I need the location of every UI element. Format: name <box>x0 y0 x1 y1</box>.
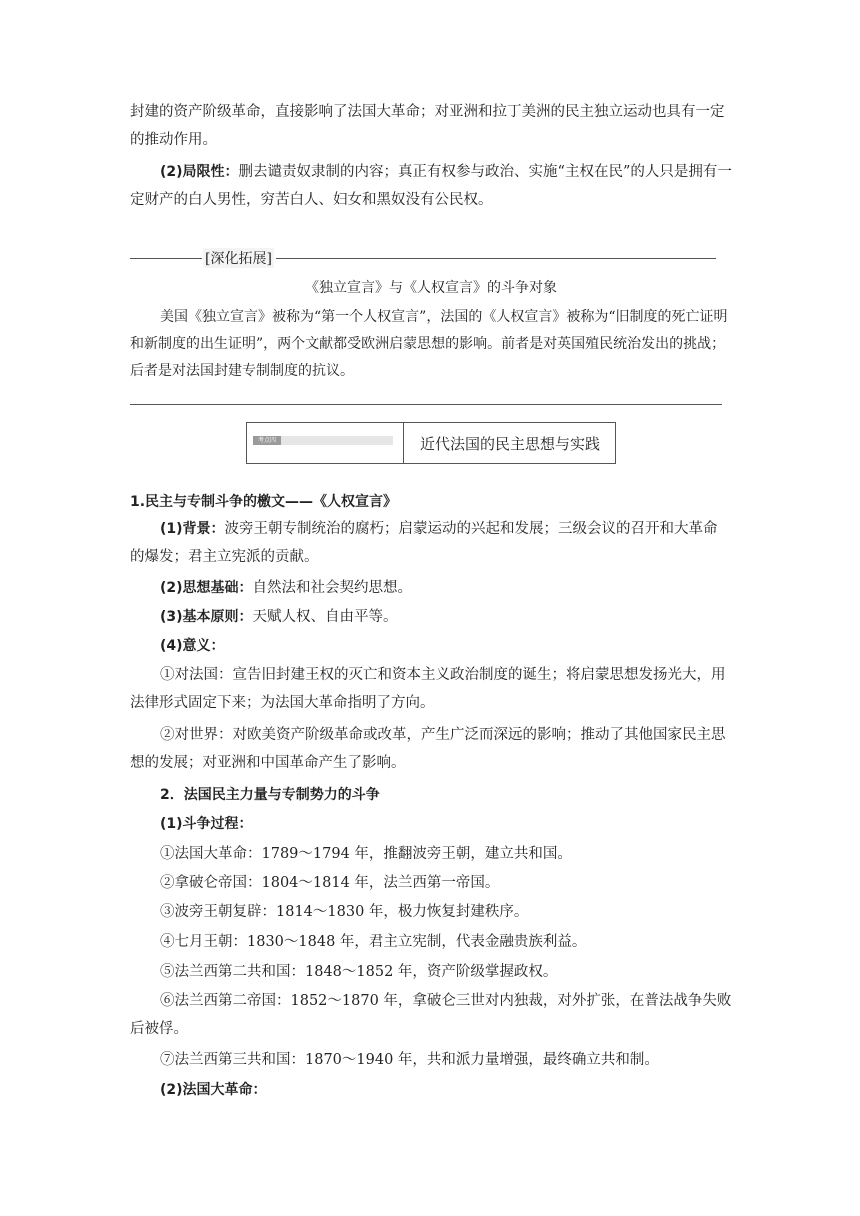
topic-tag-bar <box>253 436 393 445</box>
extension-divider-left <box>130 258 202 259</box>
background-label: (1)背景： <box>160 521 225 537</box>
meaning-world: ②对世界：对欧美资产阶级革命或改革，产生广泛而深远的影响；推动了其他国家民主思想的发展；对亚洲和中国革命产生了影响。 <box>130 727 726 771</box>
meaning-france: ①对法国：宣告旧封建王权的灭亡和资本主义政治制度的诞生；将启蒙思想发扬光大，用法律形式固定下来；为法国大革命指明了方向。 <box>130 667 726 711</box>
revolution-label-paragraph <box>130 1076 732 1104</box>
basis-text: 自然法和社会契约思想。 <box>252 580 413 596</box>
basis-label: (2)思想基础： <box>160 580 253 596</box>
intro-paragraph: 封建的资产阶级革命，直接影响了法国大革命；对亚洲和拉丁美洲的民主独立运动也具有一定的推动作用。 <box>130 104 725 148</box>
topic-header <box>246 422 616 464</box>
process-label: (1)斗争过程： <box>160 816 253 832</box>
topic-title: 近代法国的民主思想与实践 <box>420 434 601 453</box>
process-item: ①法国大革命：1789～1794 年，推翻波旁王朝，建立共和国。 <box>160 846 572 862</box>
process-label-paragraph <box>130 810 732 838</box>
extension-divider-bottom <box>130 404 722 405</box>
topic-tag: 考点四 <box>253 436 281 445</box>
limitation-label: (2)局限性： <box>160 164 239 180</box>
extension-divider-right <box>276 258 716 259</box>
principle-label: (3)基本原则： <box>160 609 253 625</box>
background-paragraph <box>130 515 732 571</box>
topic-tag-cell <box>247 423 404 463</box>
process-item: ⑤法兰西第二共和国：1848～1852 年，资产阶级掌握政权。 <box>160 964 558 980</box>
limitation-text: 删去谴责奴隶制的内容；真正有权参与政治、实施“主权在民”的人只是拥有一定财产的白人男性，穷苦白人、妇女和黑奴没有公民权。 <box>130 164 732 208</box>
meaning-label: (4)意义： <box>160 638 225 654</box>
process-item: ⑦法兰西第三共和国：1870～1940 年，共和派力量增强，最终确立共和制。 <box>160 1052 659 1068</box>
section1-heading: 1.民主与专制斗争的檄文——《人权宣言》 <box>130 494 398 510</box>
background-text: 波旁王朝专制统治的腐朽；启蒙运动的兴起和发展；三级会议的召开和大革命的爆发；君主立宪派的贡献。 <box>130 521 718 565</box>
process-item: ②拿破仑帝国：1804～1814 年，法兰西第一帝国。 <box>160 875 500 891</box>
meaning-label-paragraph <box>130 632 732 660</box>
principle-paragraph <box>130 603 732 631</box>
basis-paragraph <box>130 574 732 602</box>
revolution-label: (2)法国大革命： <box>160 1082 267 1098</box>
process-item: ⑥法兰西第二帝国：1852～1870 年，拿破仑三世对内独裁，对外扩张，在普法战争失败后被俘。 <box>130 993 732 1037</box>
process-item: ④七月王朝：1830～1848 年，君主立宪制，代表金融贵族利益。 <box>160 934 587 950</box>
limitation-paragraph <box>130 158 732 214</box>
process-item: ③波旁王朝复辟：1814～1830 年，极力恢复封建秩序。 <box>160 904 529 920</box>
extension-tag: [深化拓展] <box>203 248 274 268</box>
section2-heading: 2．法国民主力量与专制势力的斗争 <box>160 787 380 803</box>
extension-body: 美国《独立宣言》被称为“第一个人权宣言”，法国的《人权宣言》被称为“旧制度的死亡证明和新制度的出生证明”，两个文献都受欧洲启蒙思想的影响。前者是对英国殖民统治发出的挑战；后者是对法国封建专制制度的抗议。 <box>130 309 728 379</box>
principle-text: 天赋人权、自由平等。 <box>252 609 398 625</box>
extension-title: 《独立宣言》与《人权宣言》的斗争对象 <box>305 280 557 296</box>
